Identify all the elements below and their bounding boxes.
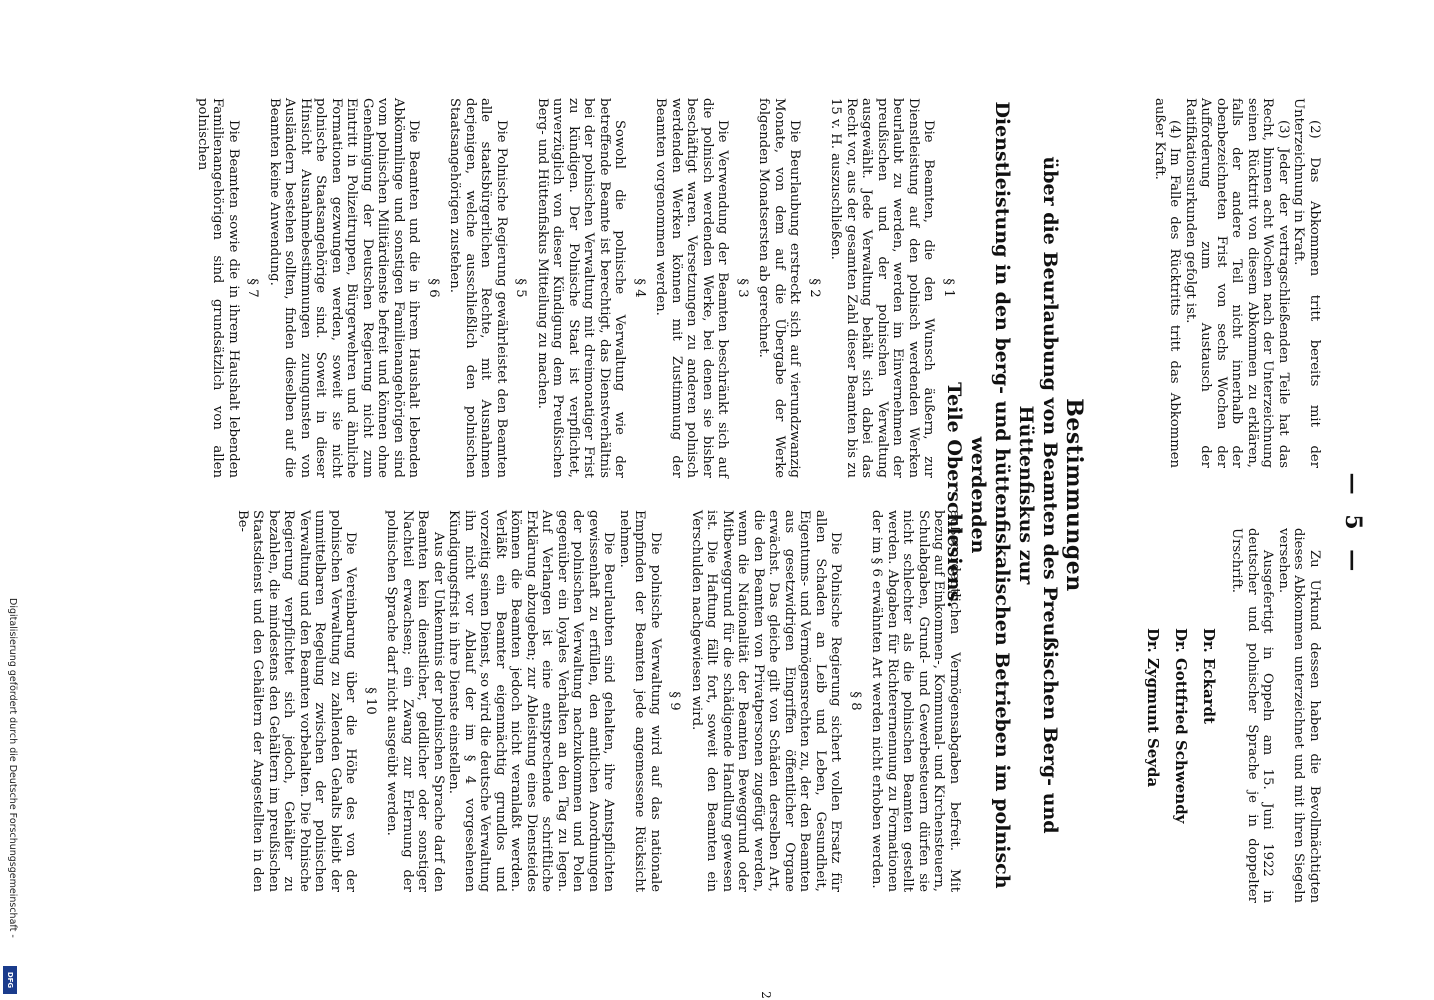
section-1-text: Die Beamten, die den Wunsch äußern, zur Dienstleistung auf den polnisch werdenden Werken beurlaubt zu werden, werden im Einvernehmen der preußischen und der polnischen Verwaltung ausgewählt. Jede Verwaltung behält sich dabei das Recht vor, aus der gesamten Zahl dieser Beamten bis zu 15 v. H. auszuschließen. xyxy=(828,98,937,478)
paragraph: (3) Jeder der vertragschließenden Teile hat das Recht, binnen acht Wochen nach der Unterzeichnung seinen Rücktritt von diesem Abkommen zu erklären, falls der andere Teil nicht innerhalb der obenbezeichneten Frist von sechs Wochen der Aufforderung zum Austausch der Ratifikationsurkunden gefolgt ist. xyxy=(1183,98,1291,468)
column-continuation xyxy=(1152,98,1323,468)
paragraph: (4) Im Falle des Rücktritts tritt das Abkommen außer Kraft. xyxy=(1152,98,1183,468)
section-2-text: Die Beurlaubung erstreckt sich auf vierundzwanzig Monate, von dem auf die Übergabe der Werke folgenden Monatsersten ab gerechnet. xyxy=(756,98,803,478)
section-5-text: Die Polnische Regierung gewährleistet den Beamten alle staatsbürgerlichen Rechte, mit Ausnahmen derjenigen, welche ausschließlich den polnischen Staatsangehörigen zustehen. xyxy=(447,98,509,478)
digitization-note xyxy=(5,598,19,998)
section-4-text: Sowohl die polnische Verwaltung wie der betreffende Beamte ist berechtigt, das Dienstverhältnis bei der polnischen Verwaltung mit dreimonatiger Frist zu kündigen. Der Polnische Staat ist verpflichtet, unverzüglich von dieser Kündigung dem Preußischen Berg- und Hüttenfiskus Mitteilung zu machen. xyxy=(535,98,628,478)
dfg-logo-icon xyxy=(3,966,17,994)
section-6-heading: § 6 xyxy=(426,278,441,298)
section-3-text: Die Verwendung der Beamten beschränkt sich auf die polnisch werdenden Werke, bei denen sie bisher beschäftigt waren. Versetzungen zu anderen polnisch werdenden Werken können mit Zustimmung der Beamten vorgenommen werden. xyxy=(653,98,731,478)
signature-2: Dr. Gottfried Schwendy xyxy=(1172,628,1190,824)
section-1-heading: § 1 xyxy=(941,278,956,298)
document-title xyxy=(942,100,1086,890)
section-9-text-2: Die Beurlaubten sind gehalten, ihre Amtspflichten gewissenhaft zu erfüllen, den amtlichen Anordnungen der polnischen Verwaltung nachzukommen und Polen gegenüber ein loyales Verhalten an den Tag zu legen. Auf Verlangen ist eine entsprechende schriftliche Erklärung abzugeben; zur Ableistung eines Diensteides können die Beamten jedoch nicht veranlaßt werden. Verläßt ein Beamter eigenmächtig grundlos und vorzeitig seinen Dienst, so wird die deutsche Verwaltung ihn nicht vor Ablauf der im § 4 vorgesehenen Kündigungsfrist in ihre Dienste einstellen. xyxy=(446,510,617,892)
section-3-heading: § 3 xyxy=(735,278,750,298)
section-10-heading: § 10 xyxy=(363,687,378,715)
section-10-text: Die Vereinbarung über die Höhe des von der polnischen Verwaltung zu zahlenden Gehalts bleibt der unmittelbaren Regelung zwischen der polnischen Verwaltung und den Beamten vorbehalten. Die Polnische Regierung verpflichtet sich jedoch, Gehälter zu bezahlen, die mindestens den Gehältern im preußischen Staatsdienst und den Gehältern der Angestellten in den Be- xyxy=(235,510,359,892)
section-8-heading: § 8 xyxy=(848,691,863,711)
page-number: — 5 — xyxy=(1340,472,1366,578)
signature-3: Dr. Zygmunt Seyda xyxy=(1144,628,1162,788)
dfg-logo-text: DFG xyxy=(6,971,14,989)
section-4-heading: § 4 xyxy=(632,278,647,298)
section-9-text: Die polnische Verwaltung wird auf das nationale Empfinden der Beamten jede angemessene Rücksicht nehmen. xyxy=(617,510,663,892)
title-line-1: Bestimmungen xyxy=(1061,398,1087,592)
section-6-text: Die Beamten und die in ihrem Haushalt lebenden Abkömmlinge und sonstigen Familienangehörigen sind vom polnischen Militärdienste befreit und können ohne Genehmigung der Deutschen Regierung nicht zum Eintritt in Polizeitruppen, Bürgerwehren und ähnliche Formationen gezwungen werden, soweit sie nicht polnische Staatsangehörige sind. Soweit in dieser Hinsicht Ausnahmebestimmungen zuungunsten von Ausländern bestehen sollten, finden dieselben auf die Beamten keine Anwendung. xyxy=(267,98,422,478)
section-7-heading: § 7 xyxy=(245,278,261,298)
section-5-heading: § 5 xyxy=(513,278,529,298)
title-line-4: Teile Oberschlesiens. xyxy=(943,382,965,608)
section-9-text-3: Aus der Unkenntnis der polnischen Sprache darf den Beamten kein dienstlicher, geldlicher oder sonstiger Nachteil erwachsen; ein Zwang zur Erlernung der polnischen Sprache darf nicht ausgeübt werden. xyxy=(384,510,446,892)
paragraph: (2) Das Abkommen tritt bereits mit der Unterzeichnung in Kraft. xyxy=(1291,98,1322,468)
title-line-2: über die Beurlaubung von Beamten des Preußischen Berg- und Hüttenfiskus zur xyxy=(1015,156,1061,834)
digitization-note-text: Digitalisierung gefördert durch die Deutsche Forschungsgemeinschaft - xyxy=(7,598,18,938)
column-paragraphs-1-7 xyxy=(195,98,963,478)
title-line-3: Dienstleistung in den berg- und hüttenfiskalischen Betrieben im polnisch werdenden xyxy=(967,101,1013,889)
section-2-heading: § 2 xyxy=(807,278,822,298)
sheet-mark: 2 xyxy=(758,991,773,999)
section-9-heading: § 9 xyxy=(667,691,683,711)
paragraph: außerordentlichen Vermögensabgaben befreit. Mit bezug auf Einkommen-, Kommunal- und Kirchensteuern, Schulabgaben, Grund- und Gewerbesteuern dürfen sie nicht schlechter als die polnischen Beamten gestellt werden. Abgaben für Richterernennung zu Formationen der im § 6 erwähnten Art werden nicht erhoben werden. xyxy=(869,510,962,892)
column-signatures xyxy=(1139,528,1322,903)
paragraph: Zu Urkund dessen haben die Bevollmächtigten dieses Abkommen unterzeichnet und mit ihren Siegeln versehen. xyxy=(1276,528,1322,903)
signature-1: Dr. Eckardt xyxy=(1200,628,1218,724)
section-8-text: Die Polnische Regierung sichert vollen Ersatz für allen Schaden an Leib und Leben, Gesundheit, Eigentums- und Vermögensrechten zu, der den Beamten aus gesetzwidrigen Eingriffen öffentlicher Organe erwächst. Das gleiche gilt von Schäden derselben Art, die den Beamten von Privatpersonen zugefügt werden, wenn die Nationalität der Beamten Beweggrund oder Mitbeweggrund für die schädigende Handlung gewesen ist. Die Haftung fällt fort, soweit den Beamten ein Verschulden nachgewiesen wird. xyxy=(689,510,844,892)
paragraph: Ausgefertigt in Oppeln am 15. Juni 1922 in deutscher und polnischer Sprache je in doppelter Urschrift. xyxy=(1229,528,1276,903)
section-7-text: Die Beamten sowie die in ihrem Haushalt lebenden Familienangehörigen sind grundsätzlich von allen polnischen xyxy=(195,98,241,478)
column-paragraphs-8-10 xyxy=(235,510,963,892)
